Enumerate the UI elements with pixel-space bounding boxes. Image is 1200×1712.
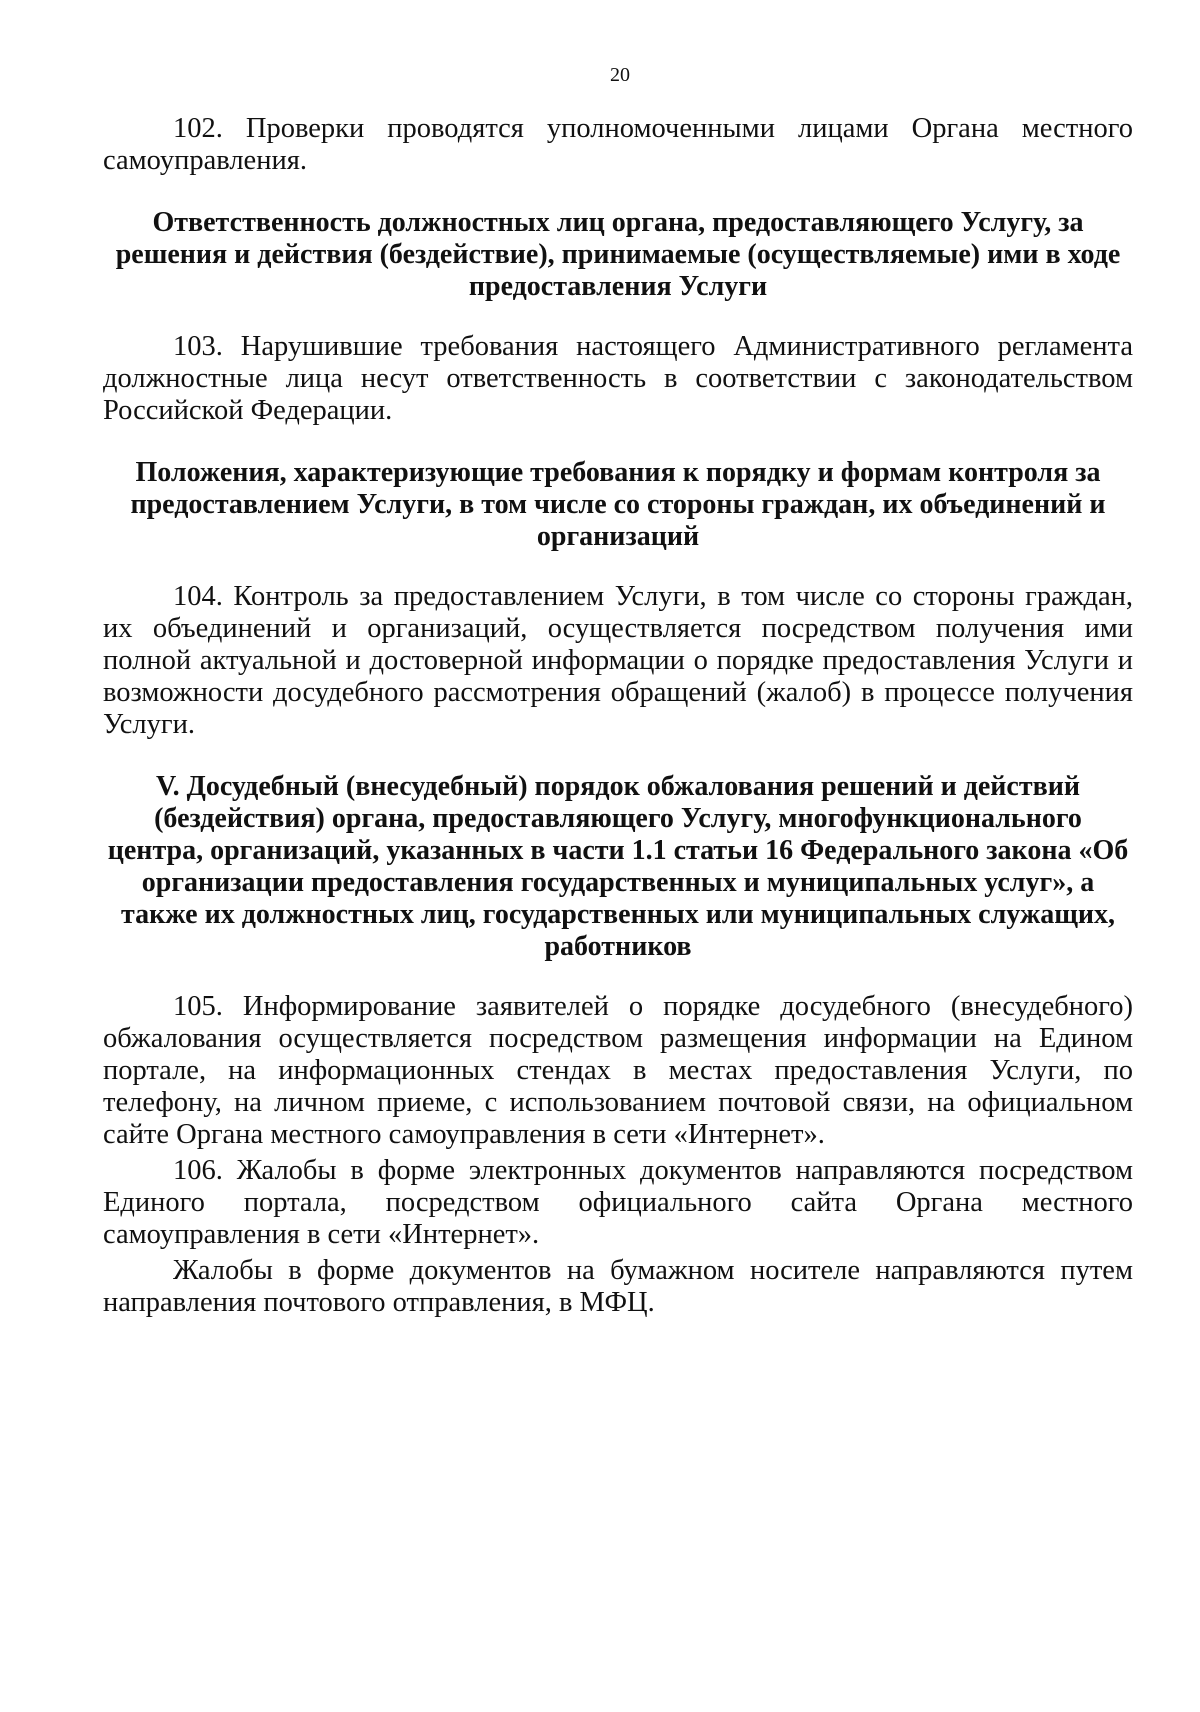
- paragraph-102: 102. Проверки проводятся уполномоченными лицами Органа местного самоуправления.: [103, 113, 1133, 176]
- paragraph-104: 104. Контроль за предоставлением Услуги, в том числе со стороны граждан, их объединений и организаций, осуществляется посредством получения ими полной актуальной и достоверной информации о порядке предоставления Услуги и возможности досудебного рассмотрения обращений (жалоб) в процессе получения Услуги.: [103, 581, 1133, 740]
- section-heading-appeal-procedure: V. Досудебный (внесудебный) порядок обжалования решений и действий (бездействия) органа, предоставляющего Услугу, многофункционального центра, организаций, указанных в части 1.1 статьи 16 Федерального закона «Об организации предоставления государственных и муниципальных услуг», а также их должностных лиц, государственных или муниципальных служащих, работников: [107, 771, 1129, 962]
- section-heading-responsibility: Ответственность должностных лиц органа, предоставляющего Услугу, за решения и действия (бездействие), принимаемые (осуществляемые) ими в ходе предоставления Услуги: [115, 207, 1121, 302]
- paragraph-106-continued: Жалобы в форме документов на бумажном носителе направляются путем направления почтового отправления, в МФЦ.: [103, 1255, 1133, 1318]
- section-heading-control-provisions: Положения, характеризующие требования к порядку и формам контроля за предоставлением Услуги, в том числе со стороны граждан, их объединений и организаций: [130, 457, 1106, 552]
- paragraph-103: 103. Нарушившие требования настоящего Административного регламента должностные лица несут ответственность в соответствии с законодательством Российской Федерации.: [103, 331, 1133, 426]
- document-body: [103, 113, 1133, 1319]
- page-number: 20: [610, 64, 630, 86]
- paragraph-106: 106. Жалобы в форме электронных документов направляются посредством Единого портала, посредством официального сайта Органа местного самоуправления в сети «Интернет».: [103, 1155, 1133, 1250]
- paragraph-105: 105. Информирование заявителей о порядке досудебного (внесудебного) обжалования осуществляется посредством размещения информации на Едином портале, на информационных стендах в местах предоставления Услуги, по телефону, на личном приеме, с использованием почтовой связи, на официальном сайте Органа местного самоуправления в сети «Интернет».: [103, 991, 1133, 1150]
